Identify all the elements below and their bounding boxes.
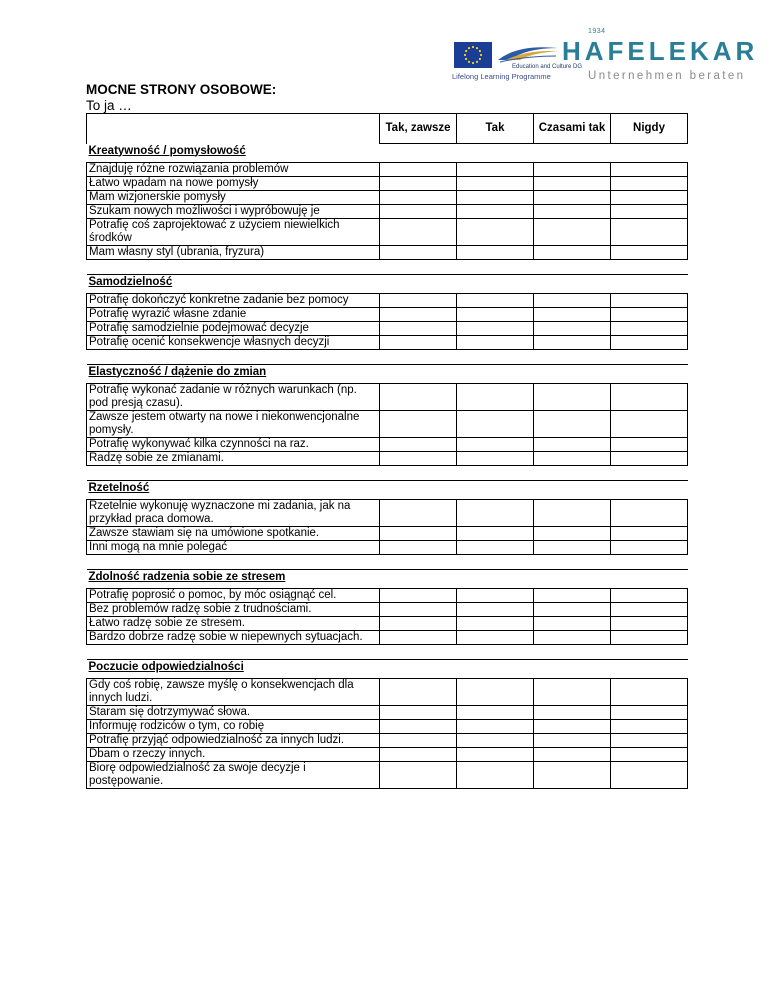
answer-cell[interactable] (457, 761, 534, 788)
statement-row (87, 410, 688, 437)
statement-row (87, 162, 688, 176)
answer-cell[interactable] (534, 218, 611, 245)
answer-cell[interactable] (611, 630, 688, 644)
answer-cell[interactable] (457, 733, 534, 747)
answer-cell[interactable] (534, 616, 611, 630)
answer-cell[interactable] (611, 761, 688, 788)
section-heading-row (87, 364, 688, 383)
answer-cell[interactable] (611, 540, 688, 554)
answer-cell[interactable] (380, 540, 457, 554)
statement-row (87, 705, 688, 719)
answer-cell[interactable] (457, 678, 534, 705)
statement-row (87, 499, 688, 526)
answer-cell[interactable] (380, 437, 457, 451)
statement-text: Rzetelnie wykonuję wyznaczone mi zadania, jak na przykład praca domowa. (87, 499, 380, 526)
answer-cell[interactable] (534, 162, 611, 176)
brand-subtitle: Unternehmen beraten (588, 70, 746, 82)
section-title: Rzetelność (87, 480, 380, 499)
eu-flag-icon (454, 42, 492, 68)
answer-cell[interactable] (611, 747, 688, 761)
statement-row (87, 733, 688, 747)
statement-row (87, 245, 688, 259)
answer-cell[interactable] (457, 437, 534, 451)
section-heading-row (87, 480, 688, 499)
answer-cell[interactable] (380, 190, 457, 204)
statement-row (87, 218, 688, 245)
answer-cell[interactable] (457, 335, 534, 349)
answer-cell[interactable] (380, 307, 457, 321)
statement-text: Potrafię wykonywać kilka czynności na raz. (87, 437, 380, 451)
answer-cell[interactable] (534, 588, 611, 602)
statement-text: Gdy coś robię, zawsze myślę o konsekwencjach dla innych ludzi. (87, 678, 380, 705)
answer-cell[interactable] (457, 526, 534, 540)
answer-cell[interactable] (534, 293, 611, 307)
answer-cell[interactable] (534, 245, 611, 259)
answer-cell[interactable] (534, 383, 611, 410)
answer-cell[interactable] (380, 293, 457, 307)
answer-cell[interactable] (534, 630, 611, 644)
column-header: Tak, zawsze (380, 114, 457, 144)
column-header-row (87, 114, 688, 144)
answer-cell[interactable] (380, 176, 457, 190)
answer-cell[interactable] (380, 335, 457, 349)
answer-cell[interactable] (457, 190, 534, 204)
answer-cell[interactable] (611, 588, 688, 602)
dg-swoosh-icon (496, 42, 560, 64)
answer-cell[interactable] (534, 719, 611, 733)
statement-row (87, 678, 688, 705)
answer-cell[interactable] (534, 499, 611, 526)
section-title: Poczucie odpowiedzialności (87, 659, 380, 678)
statement-text: Potrafię poprosić o pomoc, by móc osiągnąć cel. (87, 588, 380, 602)
eu-programme-logo (450, 40, 583, 82)
statement-text: Dbam o rzeczy innych. (87, 747, 380, 761)
answer-cell[interactable] (457, 616, 534, 630)
answer-cell[interactable] (534, 190, 611, 204)
answer-cell[interactable] (380, 383, 457, 410)
answer-cell[interactable] (380, 526, 457, 540)
answer-cell[interactable] (380, 162, 457, 176)
answer-cell[interactable] (380, 733, 457, 747)
statement-row (87, 761, 688, 788)
answer-cell[interactable] (534, 410, 611, 437)
answer-cell[interactable] (611, 719, 688, 733)
header-blank-cell (87, 114, 380, 144)
answer-cell[interactable] (457, 540, 534, 554)
answer-cell[interactable] (380, 499, 457, 526)
answer-cell[interactable] (457, 747, 534, 761)
answer-cell[interactable] (457, 162, 534, 176)
statement-row (87, 630, 688, 644)
answer-cell[interactable] (380, 719, 457, 733)
answer-cell[interactable] (534, 176, 611, 190)
answer-cell[interactable] (457, 410, 534, 437)
answer-cell[interactable] (534, 437, 611, 451)
answer-cell[interactable] (611, 162, 688, 176)
statement-row (87, 616, 688, 630)
section-spacer (87, 465, 688, 480)
answer-cell[interactable] (457, 705, 534, 719)
answer-cell[interactable] (457, 451, 534, 465)
section-title: Kreatywność / pomysłowość (87, 144, 380, 163)
answer-cell[interactable] (380, 218, 457, 245)
answer-cell[interactable] (457, 293, 534, 307)
column-header: Nigdy (611, 114, 688, 144)
dg-label: Education and Culture DG (512, 64, 583, 70)
section-heading-row (87, 569, 688, 588)
hafelekar-logo (560, 28, 760, 84)
statement-text: Znajduję różne rozwiązania problemów (87, 162, 380, 176)
statement-text: Staram się dotrzymywać słowa. (87, 705, 380, 719)
answer-cell[interactable] (380, 747, 457, 761)
statement-row (87, 204, 688, 218)
answer-cell[interactable] (611, 176, 688, 190)
answer-cell[interactable] (611, 678, 688, 705)
answer-cell[interactable] (380, 451, 457, 465)
statement-text: Potrafię dokończyć konkretne zadanie bez pomocy (87, 293, 380, 307)
answer-cell[interactable] (380, 761, 457, 788)
answer-cell[interactable] (534, 602, 611, 616)
column-header: Czasami tak (534, 114, 611, 144)
answer-cell[interactable] (611, 705, 688, 719)
statement-text: Potrafię wykonać zadanie w różnych warunkach (np. pod presją czasu). (87, 383, 380, 410)
answer-cell[interactable] (611, 733, 688, 747)
answer-cell[interactable] (380, 705, 457, 719)
answer-cell[interactable] (611, 410, 688, 437)
brand-name: HAFELEKAR (562, 36, 759, 66)
statement-row (87, 176, 688, 190)
statement-text: Zawsze jestem otwarty na nowe i niekonwencjonalne pomysły. (87, 410, 380, 437)
statement-row (87, 437, 688, 451)
answer-cell[interactable] (457, 630, 534, 644)
answer-cell[interactable] (380, 204, 457, 218)
answer-cell[interactable] (611, 437, 688, 451)
section-heading-row (87, 659, 688, 678)
answer-cell[interactable] (534, 307, 611, 321)
statement-row (87, 451, 688, 465)
answer-cell[interactable] (457, 218, 534, 245)
answer-cell[interactable] (611, 307, 688, 321)
answer-cell[interactable] (457, 307, 534, 321)
document-subtitle: To ja … (86, 98, 132, 113)
answer-cell[interactable] (534, 526, 611, 540)
document-title: MOCNE STRONY OSOBOWE: (86, 82, 277, 97)
answer-cell[interactable] (611, 335, 688, 349)
answer-cell[interactable] (611, 218, 688, 245)
statement-text: Potrafię ocenić konsekwencje własnych decyzji (87, 335, 380, 349)
answer-cell[interactable] (534, 451, 611, 465)
answer-cell[interactable] (611, 616, 688, 630)
answer-cell[interactable] (611, 204, 688, 218)
section-title: Samodzielność (87, 274, 380, 293)
statement-row (87, 602, 688, 616)
answer-cell[interactable] (380, 245, 457, 259)
answer-cell[interactable] (380, 630, 457, 644)
statement-text: Zawsze stawiam się na umówione spotkanie. (87, 526, 380, 540)
answer-cell[interactable] (380, 410, 457, 437)
answer-cell[interactable] (534, 705, 611, 719)
llp-label: Lifelong Learning Programme (452, 72, 551, 81)
statement-row (87, 588, 688, 602)
statement-row (87, 526, 688, 540)
column-header: Tak (457, 114, 534, 144)
section-spacer (87, 554, 688, 569)
statement-text: Potrafię wyrazić własne zdanie (87, 307, 380, 321)
statement-row (87, 540, 688, 554)
answer-cell[interactable] (457, 245, 534, 259)
statement-row (87, 747, 688, 761)
answer-cell[interactable] (534, 321, 611, 335)
section-heading-row (87, 144, 688, 163)
answer-cell[interactable] (534, 204, 611, 218)
statement-text: Szukam nowych możliwości i wypróbowuję je (87, 204, 380, 218)
answer-cell[interactable] (457, 176, 534, 190)
statement-row (87, 190, 688, 204)
statement-text: Potrafię przyjąć odpowiedzialność za innych ludzi. (87, 733, 380, 747)
answer-cell[interactable] (457, 321, 534, 335)
section-spacer (87, 644, 688, 659)
answer-cell[interactable] (611, 499, 688, 526)
answer-cell[interactable] (611, 602, 688, 616)
statement-row (87, 293, 688, 307)
answer-cell[interactable] (611, 451, 688, 465)
statement-row (87, 321, 688, 335)
statement-row (87, 719, 688, 733)
answer-cell[interactable] (457, 383, 534, 410)
answer-cell[interactable] (380, 616, 457, 630)
section-title: Zdolność radzenia sobie ze stresem (87, 569, 380, 588)
answer-cell[interactable] (534, 678, 611, 705)
statement-text: Radzę sobie ze zmianami. (87, 451, 380, 465)
answer-cell[interactable] (380, 602, 457, 616)
answer-cell[interactable] (534, 733, 611, 747)
answer-cell[interactable] (457, 719, 534, 733)
answer-cell[interactable] (534, 747, 611, 761)
statement-row (87, 335, 688, 349)
statement-text: Inni mogą na mnie polegać (87, 540, 380, 554)
statement-text: Bez problemów radzę sobie z trudnościami. (87, 602, 380, 616)
answer-cell[interactable] (611, 526, 688, 540)
brand-year: 1934 (588, 28, 606, 35)
answer-cell[interactable] (534, 335, 611, 349)
answer-cell[interactable] (611, 321, 688, 335)
answer-cell[interactable] (611, 383, 688, 410)
answer-cell[interactable] (380, 321, 457, 335)
statement-text: Informuję rodziców o tym, co robię (87, 719, 380, 733)
page-header (0, 0, 768, 90)
statement-text: Potrafię samodzielnie podejmować decyzje (87, 321, 380, 335)
answer-cell[interactable] (611, 293, 688, 307)
answer-cell[interactable] (457, 499, 534, 526)
answer-cell[interactable] (611, 190, 688, 204)
answer-cell[interactable] (534, 540, 611, 554)
answer-cell[interactable] (457, 204, 534, 218)
statement-text: Łatwo radzę sobie ze stresem. (87, 616, 380, 630)
statement-text: Bardzo dobrze radzę sobie w niepewnych sytuacjach. (87, 630, 380, 644)
section-heading-row (87, 274, 688, 293)
self-assessment-table (86, 113, 688, 789)
statement-text: Potrafię coś zaprojektować z użyciem niewielkich środków (87, 218, 380, 245)
statement-row (87, 383, 688, 410)
statement-text: Biorę odpowiedzialność za swoje decyzje i postępowanie. (87, 761, 380, 788)
answer-cell[interactable] (457, 602, 534, 616)
statement-row (87, 307, 688, 321)
statement-text: Mam własny styl (ubrania, fryzura) (87, 245, 380, 259)
section-spacer (87, 259, 688, 274)
answer-cell[interactable] (534, 761, 611, 788)
answer-cell[interactable] (457, 588, 534, 602)
statement-text: Łatwo wpadam na nowe pomysły (87, 176, 380, 190)
statement-text: Mam wizjonerskie pomysły (87, 190, 380, 204)
answer-cell[interactable] (380, 678, 457, 705)
section-title: Elastyczność / dążenie do zmian (87, 364, 380, 383)
answer-cell[interactable] (611, 245, 688, 259)
section-spacer (87, 349, 688, 364)
answer-cell[interactable] (380, 588, 457, 602)
